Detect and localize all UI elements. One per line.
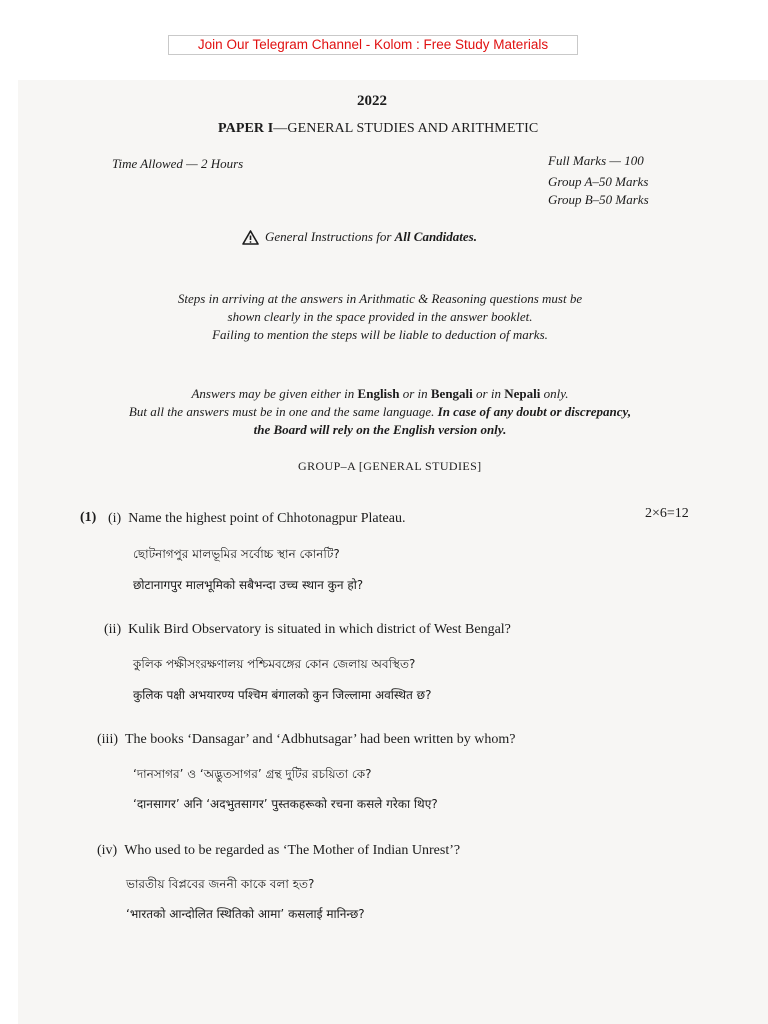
- group-b-marks: Group B–50 Marks: [548, 192, 649, 207]
- lang-text-a: Answers may be given either in: [191, 386, 358, 401]
- question-ii-english: [104, 622, 511, 638]
- question-iii-nepali: ‘दानसागर’ अनि ‘अदभुतसागर’ पुस्तकहरूको रचना कसले गरेका थिए?: [133, 797, 438, 811]
- question-iii-text: The books ‘Dansagar’ and ‘Adbhutsagar’ had been written by whom?: [125, 732, 516, 747]
- lang-text-b: But all the answers must be in one and the same language.: [128, 404, 438, 419]
- time-allowed: Time Allowed — 2 Hours: [112, 156, 244, 171]
- question-i-text: Name the highest point of Chhotonagpur Plateau.: [128, 511, 406, 526]
- question-iii-english: [97, 732, 515, 748]
- question-iii-bengali: ‘দানসাগর’ ও ‘অদ্ভুতসাগর’ গ্রন্থ দুটির রচয়িতা কে?: [133, 767, 372, 781]
- instructions-title-text: General Instructions for: [265, 229, 392, 244]
- language-line-2: [80, 403, 680, 421]
- group-a-marks: Group A–50 Marks: [548, 174, 649, 189]
- lang-only: only.: [540, 386, 569, 401]
- paper-prefix: PAPER I: [218, 121, 274, 136]
- full-marks: Full Marks — 100: [548, 153, 644, 168]
- question-ii-text: Kulik Bird Observatory is situated in which district of West Bengal?: [128, 622, 511, 637]
- lang-nepali: Nepali: [504, 386, 541, 401]
- general-instructions-title: [242, 229, 477, 245]
- question-iv-bengali: ভারতীয় বিপ্লবের জননী কাকে বলা হত?: [126, 877, 315, 891]
- lang-english: English: [357, 386, 400, 401]
- question-iv-text: Who used to be regarded as ‘The Mother of Indian Unrest’?: [124, 843, 461, 858]
- question-i-english: [108, 511, 405, 527]
- steps-line-2: shown clearly in the space provided in the answer booklet.: [227, 309, 533, 324]
- language-instruction: [80, 385, 680, 439]
- question-ii-label: (ii): [104, 622, 122, 637]
- group-a-heading: GROUP–A [GENERAL STUDIES]: [298, 459, 482, 473]
- question-i-bengali: ছোটনাগপুর মালভূমির সর্বোচ্চ স্থান কোনটি?: [133, 547, 340, 561]
- question-ii-bengali: কুলিক পক্ষীসংরক্ষণালয় পশ্চিমবঙ্গের কোন জেলায় অবস্থিত?: [133, 657, 416, 671]
- lang-or-2: or in: [472, 386, 505, 401]
- question-i-label: (i): [108, 511, 122, 526]
- question-ii-nepali: कुलिक पक्षी अभयारण्य पश्चिम बंगालको कुन जिल्लामा अवस्थित छ?: [133, 688, 432, 702]
- lang-or-1: or in: [399, 386, 431, 401]
- language-line-1: [80, 385, 680, 403]
- telegram-banner[interactable]: Join Our Telegram Channel - Kolom : Free Study Materials: [168, 35, 578, 55]
- language-line-3: [80, 421, 680, 439]
- lang-board-english: the Board will rely on the English version only.: [253, 422, 507, 437]
- question-iv-english: [97, 843, 460, 859]
- lang-discrepancy: In case of any doubt or discrepancy,: [437, 404, 632, 419]
- steps-instruction: [80, 290, 680, 344]
- warning-icon: [242, 230, 259, 245]
- question-number: (1): [80, 510, 97, 525]
- question-i-nepali: छोटानागपुर मालभूमिको सबैभन्दा उच्च स्थान कुन हो?: [133, 578, 364, 592]
- steps-line-1: Steps in arriving at the answers in Arithmatic & Reasoning questions must be: [177, 291, 583, 306]
- paper-title: [218, 121, 538, 137]
- question-iii-label: (iii): [97, 732, 118, 747]
- paper-subject: —GENERAL STUDIES AND ARITHMETIC: [273, 121, 539, 136]
- exam-year: 2022: [357, 93, 387, 109]
- question-iv-nepali: ‘भारतको आन्दोलित स्थितिको आमा’ कसलाई मानिन्छ?: [126, 907, 365, 921]
- instructions-title-bold: All Candidates.: [394, 229, 477, 244]
- lang-bengali: Bengali: [430, 386, 473, 401]
- steps-line-3: Failing to mention the steps will be liable to deduction of marks.: [212, 327, 548, 342]
- question-marks: 2×6=12: [645, 506, 689, 521]
- question-iv-label: (iv): [97, 843, 118, 858]
